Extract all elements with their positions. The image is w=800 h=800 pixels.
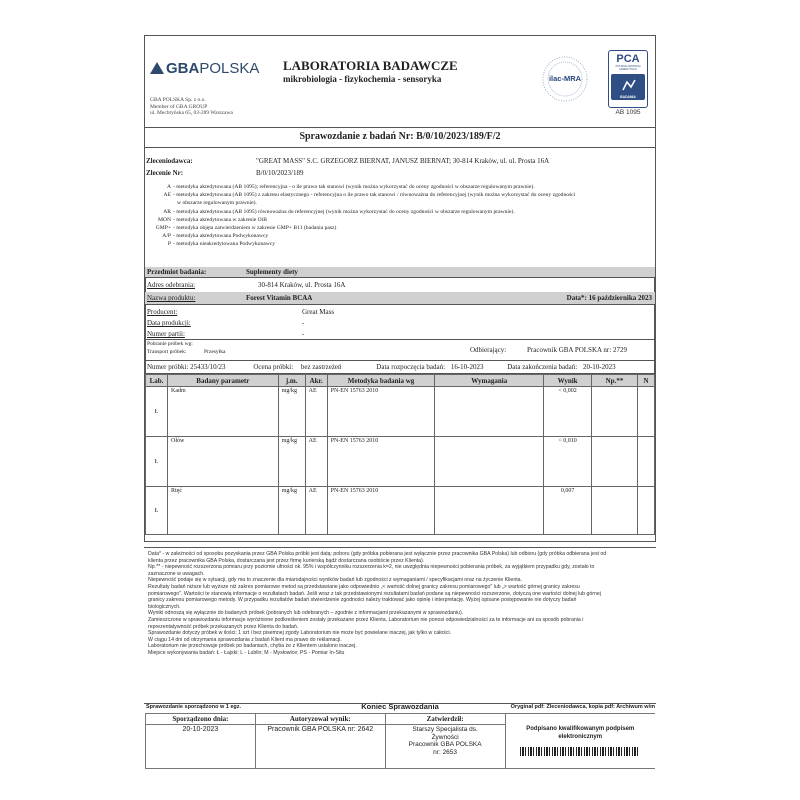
unit-cell: mg/kg <box>278 437 305 487</box>
param-cell: Kadm <box>167 387 278 437</box>
lab-cell: Ł <box>146 437 168 487</box>
method-cell: PN-EN 15763 2010 <box>327 487 435 535</box>
subject-box <box>145 267 655 374</box>
batch-label: Numer partii: <box>147 330 185 338</box>
approved-label: Zatwierdził: <box>385 714 505 725</box>
uncertainty-cell <box>592 387 638 437</box>
production-date-value: - <box>302 319 305 327</box>
note-line: reprezentatywność próbek przekazanych przez Klienta do badań. <box>148 623 299 630</box>
pca-emblem: BADANIA <box>611 74 645 100</box>
authorized-value: Pracownik GBA POLSKA nr: 2642 <box>255 725 385 769</box>
unit-cell: mg/kg <box>278 387 305 437</box>
pca-logo: PCA POLSKIE CENTRUM AKREDYTACJI BADANIA <box>608 50 648 108</box>
lab-title: LABORATORIA BADAWCZE <box>283 58 458 73</box>
table-row <box>146 387 655 437</box>
result-cell: < 0,010 <box>544 437 592 487</box>
legend-item: AR - metodyka akredytowana (AB 1095) równoważna do referencyjnej (wynik można wykorzystać do oceny zgodności w obszarze regulowanym prawnie). <box>163 208 515 215</box>
signature-table <box>145 713 655 769</box>
legend-item: A - metodyka akredytowana (AB 1095); referencyjna - o ile prawo tak stanowi (wynik można wykorzystać do oceny zgodności w obszarze regulowanym prawnie). <box>166 184 535 190</box>
col-header: Metodyka badania wg <box>327 375 435 387</box>
table-header-row <box>146 375 655 387</box>
result-cell: < 0,002 <box>544 387 592 437</box>
col-header: Np.** <box>592 375 638 387</box>
method-cell: PN-EN 15763 2010 <box>327 387 435 437</box>
address-value: 30-814 Kraków, ul. Prosta 16A <box>258 281 346 289</box>
rule <box>145 360 655 361</box>
barcode-image <box>520 747 640 756</box>
notes-rule <box>144 547 656 548</box>
akr-cell: AE <box>305 437 327 487</box>
sampling-label: Pobranie próbek wg: <box>147 341 193 347</box>
sampling-date: Data*: 16 października 2023 <box>566 294 652 302</box>
table-row <box>146 437 655 487</box>
notes-block <box>148 551 654 657</box>
legend-item: GMP+ - metodyka objęta zatwierdzeniem w zakresie GMP+ B11 (badania pasz) <box>155 224 337 231</box>
order-value: B/0/10/2023/189 <box>256 169 304 177</box>
title-rule-bottom <box>144 147 656 148</box>
rule <box>145 304 655 305</box>
col-header: j.m. <box>278 375 305 387</box>
company-address: GBA POLSKA Sp. z o.o. Member of GBA GROUP ul. Mechtyńska 65, 03-289 Warszawa <box>150 97 233 117</box>
batch-value: - <box>302 330 305 338</box>
transport-value: Przesyłka <box>204 349 226 355</box>
logo-mark-icon <box>150 62 164 74</box>
subject-label: Przedmiot badania: <box>147 268 207 276</box>
address-label: Adres odebrania: <box>147 281 196 289</box>
prepared-value: 20-10-2023 <box>146 725 256 769</box>
client-label: Zleceniodawca: <box>146 157 193 165</box>
producer-value: Great Mass <box>302 308 335 316</box>
note-line: Niepewność podaje się w sytuacji, gdy ma to znaczenie dla miarodajności wyników badań lub zgodności z wymaganiami / specyfikacjami oraz na życzenie Klienta. <box>148 577 522 584</box>
col-header: Wynik <box>544 375 592 387</box>
lab-cell: Ł <box>146 387 168 437</box>
product-value: Forest Vitamin BCAA <box>246 294 313 302</box>
producer-label: Producent: <box>147 308 178 316</box>
order-label: Zlecenie Nr: <box>146 169 184 177</box>
legend-item: AE - metodyka akredytowana (AB 1095) z zakresu elastycznego - referencyjna o ile prawo tak stanowi / równoważna do referencyjnej (wynik można wykorzystać do oceny zgodności <box>163 192 576 199</box>
n-cell <box>637 437 654 487</box>
col-header: N <box>637 375 654 387</box>
legend-item: w obszarze regulowanym prawnie). <box>177 200 257 207</box>
report-title: Sprawozdanie z badań Nr: B/0/10/2023/189/F/2 <box>299 131 501 142</box>
note-line: Zamieszczone w sprawozdaniu informacje wyróżnione podkreśleniem zostały przekazane przez Klienta. Laboratorium nie ponosi odpowiedzialności za te informacje ani za sposób pobrania i <box>148 616 584 623</box>
col-header: Badany parametr <box>167 375 278 387</box>
authorized-label: Autoryzował wynik: <box>255 714 385 725</box>
signed-text: Podpisano kwalifikowanym podpisem elektronicznym <box>526 726 635 740</box>
note-line: Rezultaty badań niższe lub wyższe niż zakres pomiarowe metod są przedstawiane jako odpowiednio „< wartość dolnej granicy zakresu pomiarowego" lub „> wartość górnej granicy zakresu <box>148 583 580 590</box>
result-cell: 0,007 <box>544 487 592 535</box>
legend-item: P - metodyka nieakredytowana Podwykonawcy <box>167 241 276 248</box>
rule <box>145 339 655 340</box>
legend-item: A/P - metodyka akredytowana Podwykonawcy <box>162 233 269 240</box>
akr-cell: AE <box>305 387 327 437</box>
original-note: Oryginał pdf: Zleceniodawca, kopia pdf: Archiwum w/m <box>510 704 655 710</box>
prepared-label: Sporządzono dnia: <box>146 714 256 725</box>
note-line: biologicznych. <box>148 603 181 610</box>
note-line: Wyniki odnoszą się wyłącznie do badanych próbek (pobranych lub odebranych – zgodnie z informacjami przekazanymi w sprawozdaniu). <box>148 610 464 617</box>
note-line: klienta przez pracownika GBA Polska, dostarczana jest przez firmę kurierską bądź dostarczana osobiście przez Klienta). <box>148 557 425 564</box>
note-line: granicy zakresu pomiarowego metody. W przypadku rezultatów badań stwierdzenie zgodności należy traktować jako opinię i interpretację. Wyżej opisane postępowanie nie dotyczy badań <box>148 597 577 604</box>
legend-item: MON - metodyka akredytowana w zakresie OiB <box>157 216 267 223</box>
table-row <box>146 487 655 535</box>
note-line: Laboratorium nie przechowuje próbek po badaniach, chyba że z Klientem ustalono inaczej. <box>148 643 357 650</box>
title-rule-top <box>144 127 656 128</box>
accreditation-number: AB 1095 <box>615 109 641 116</box>
note-line: Sprawozdanie dotyczy próbek w ilości: 1 szt i bez pisemnej zgody Laboratorium nie może być powielane inaczej, jak tylko w całości. <box>148 630 452 637</box>
received-label: Odbierający: <box>470 346 507 354</box>
results-table <box>145 374 655 535</box>
col-header: Wymagania <box>435 375 544 387</box>
lab-subtitle: mikrobiologia - fizykochemia - sensoryka <box>283 74 442 84</box>
product-label: Nazwa produktu: <box>147 294 196 302</box>
requirement-cell <box>435 437 544 487</box>
method-legend <box>146 184 651 250</box>
note-line: Miejsce wykonywania badań: Ł - Łajski; L - Lublin; M - Mysłowice; PS - Pomiar In-Situ <box>148 649 345 656</box>
requirement-cell <box>435 387 544 437</box>
lab-cell: Ł <box>146 487 168 535</box>
sample-info-row: Numer próbki: 25433/10/23 Ocena próbki: bez zastrzeżeń Data rozpoczęcia badań: 16-10-2023 Data zakończenia badań: 20-10-2023 <box>147 363 616 371</box>
subject-value: Suplementy diety <box>246 268 298 276</box>
received-value: Pracownik GBA POLSKA nr: 2729 <box>527 346 627 354</box>
client-value: "GREAT MASS" S.C. GRZEGORZ BIERNAT, JANUSZ BIERNAT; 30-814 Kraków, ul. ul. Prosta 16A <box>256 157 550 165</box>
n-cell <box>637 387 654 437</box>
copies-note: Sprawozdanie sporządzono w 1 egz. <box>146 704 242 710</box>
ilac-text: ilac-MRA <box>548 74 582 83</box>
signature-cell <box>505 714 655 769</box>
uncertainty-cell <box>592 487 638 535</box>
subject-header <box>145 267 655 278</box>
transport-label: Transport próbek: <box>147 349 187 355</box>
note-line: pomiarowego". Wartości te stanowią informacje o rezultatach badań. Jeśli wraz z tak przedstawionymi rezultatami badań podane są niepewności rozszerzone, dotyczą one wartości dolnej lub górnej <box>148 590 601 597</box>
requirement-cell <box>435 487 544 535</box>
akr-cell: AE <box>305 487 327 535</box>
note-line: Data* - w zależności od sposobu pozyskania przez GBA Polska próbki jest datą: poboru (gdy próbka pobierana jest wyłącznie przez pracownika GBA Polska) lub odbioru (gdy próbka odbierana jest od <box>148 551 607 557</box>
note-line: Np.** - niepewność rozszerzona pomiaru przy poziomie ufności ok. 95% i współczynniku rozszerzenia k=2, nie uwzględnia niepewności pobierania próbek, za wyjątkiem przypadku gdy, zostało to <box>148 564 595 571</box>
ilac-mra-logo <box>540 53 590 105</box>
end-of-report: Koniec Sprawozdania <box>361 702 439 711</box>
n-cell <box>637 487 654 535</box>
col-header: Akr. <box>305 375 327 387</box>
unit-cell: mg/kg <box>278 487 305 535</box>
col-header: Lab. <box>146 375 168 387</box>
approved-value: Starszy Specjalista ds. Żywności Pracownik GBA POLSKA nr: 2653 <box>385 725 505 769</box>
method-cell: PN-EN 15763 2010 <box>327 437 435 487</box>
param-cell: Ołów <box>167 437 278 487</box>
production-date-label: Data produkcji: <box>147 319 191 327</box>
uncertainty-cell <box>592 437 638 487</box>
note-line: zaznaczone w uwagach. <box>148 570 205 577</box>
signature-header-row <box>146 714 656 725</box>
param-cell: Rtęć <box>167 487 278 535</box>
note-line: W ciągu 14 dni od otrzymania sprawozdania z badań Klient ma prawo do reklamacji. <box>148 636 342 643</box>
gba-logo: GBAPOLSKA <box>150 60 259 77</box>
